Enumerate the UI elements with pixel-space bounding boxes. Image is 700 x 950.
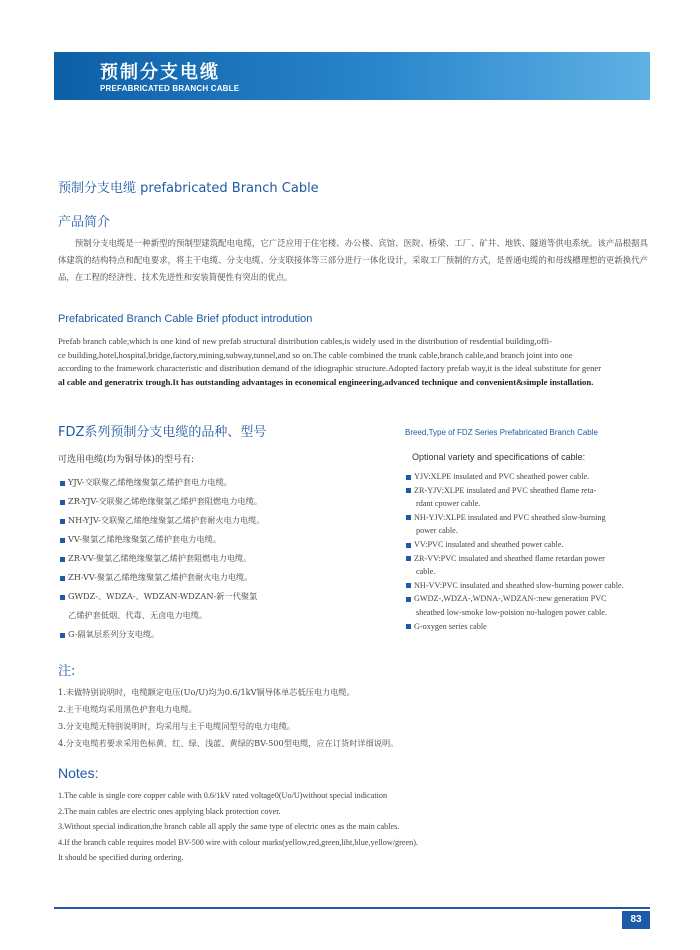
list-item-continuation: cable. — [416, 567, 436, 577]
square-bullet-icon — [406, 583, 411, 588]
square-bullet-icon — [406, 543, 411, 548]
header-subtitle: PREFABRICATED BRANCH CABLE — [100, 84, 240, 93]
en-cable-list — [406, 470, 646, 633]
intro-en-line: Prefab branch cable,which is one kind of new prefab structural distribution cables,is widely used in the distribution of resdential building,offi- — [58, 336, 552, 346]
note-item: 2.The main cables are electric ones applying black protection cover. — [58, 806, 281, 816]
notes-en-heading: Notes: — [58, 765, 99, 781]
note-item: 4.If the branch cable requires model BV-500 wire with colour marks(yellow,red,green,liht,blue,yellow/green). — [58, 837, 418, 847]
list-item: ZH-VV-聚氯乙烯绝缘聚氯乙烯护套耐火电力电缆。 — [60, 568, 360, 587]
intro-en-bold-line: al cable and generatrix trough.It has outstanding advantages in economical engineering,advanced technique and convenient&simple installation. — [58, 376, 594, 387]
list-item: YJV-交联聚乙烯绝缘聚氯乙烯护套电力电缆。 — [60, 473, 360, 492]
page-number: 83 — [622, 911, 650, 929]
intro-en-line: according to the framework characteristic and distribution demand of the idiographic structure.Adopted factory prefab way,it is the ideal substitute for gener — [58, 363, 602, 373]
note-item: 4.分支电缆若要求采用色标黄、红、绿、浅蓝、黄绿的BV-500型电缆，应在订货时详细说明。 — [58, 738, 399, 748]
list-item: GWDZ-,WDZA-,WDNA-,WDZAN-:new generation PVC — [406, 592, 646, 606]
note-item: 1.未做特别说明时，电缆额定电压(Uo/U)均为0.6/1kV铜导体单芯低压电力电缆。 — [58, 687, 355, 697]
list-item: VV-聚氯乙烯绝缘聚氯乙烯护套电力电缆。 — [60, 530, 360, 549]
list-item: ZR-YJV-交联聚乙烯绝缘聚氯乙烯护套阻燃电力电缆。 — [60, 492, 360, 511]
note-item: It should be specified during ordering. — [58, 853, 184, 863]
header-title: 预制分支电缆 — [100, 62, 220, 83]
list-item: ZR-VV:PVC insulated and sheathed flame retardan power — [406, 552, 646, 566]
list-item-continuation: sheathed low-smoke low-poision no-halogen power cable. — [416, 607, 607, 617]
note-item: 3.Without special indication,the branch cable all apply the same type of electric ones as the main cables. — [58, 822, 400, 832]
fdz-heading: FDZ系列预制分支电缆的品种、型号 — [58, 425, 267, 440]
header-banner — [54, 52, 650, 100]
en-list-title: Optional variety and specifications of cable: — [412, 452, 586, 462]
list-item: NH-YJV-交联聚乙烯绝缘聚氯乙烯护套耐火电力电缆。 — [60, 511, 360, 530]
square-bullet-icon — [60, 557, 65, 562]
square-bullet-icon — [60, 500, 65, 505]
notes-cn-list — [58, 684, 648, 752]
notes-cn-heading: 注: — [58, 664, 76, 679]
section-title: 预制分支电缆 prefabricated Branch Cable — [58, 181, 319, 196]
square-bullet-icon — [60, 519, 65, 524]
cn-list-title: 可选用电缆(均为铜导体)的型号有: — [58, 455, 195, 465]
list-item: NH-YJV:XLPE insulated and PVC sheathed slow-burning — [406, 511, 646, 525]
note-item: 3.分支电缆无特别说明时，均采用与主干电缆同型号的电力电缆。 — [58, 721, 296, 731]
list-item: YJV:XLPE insulated and PVC sheathed power cable. — [406, 470, 646, 484]
intro-heading: 产品简介 — [58, 215, 111, 230]
intro-paragraph: 预制分支电缆是一种新型的预制型建筑配电电缆，它广泛应用于住宅楼、办公楼、宾馆、医院、桥梁、工厂、矿井、地铁、隧道等供电系统。该产品根据具体建筑的结构特点和配电要求，将主干电缆、分支电缆、分支联接体等三部分进行一体化设计，采取工厂预制的方式，是普通电缆的和母线槽理想的更新换代产品，在工程的经济性、技术先进性和安装简便性有突出的优点。 — [58, 238, 648, 282]
list-item: G-oxygen series cable — [406, 620, 646, 634]
list-item-continuation: rdant cpower cable. — [416, 499, 481, 509]
square-bullet-icon — [406, 475, 411, 480]
list-item-continuation: 乙烯护套低烟、代毒、无卤电力电缆。 — [68, 610, 208, 620]
note-item: 1.The cable is single core copper cable with 0.6/1kV rated voltage0(Uo/U)without special indication — [58, 791, 388, 800]
square-bullet-icon — [406, 597, 411, 602]
square-bullet-icon — [406, 515, 411, 520]
square-bullet-icon — [60, 576, 65, 581]
list-item: NH-VV:PVC insulated and sheathed slow-burning power cable. — [406, 579, 646, 593]
intro-en-line: ce building,hotel,hospital,bridge,factory,mining,subway,tunnel,and so on.The cable combined the trunk cable,branch cable,and branch joint into one — [58, 349, 573, 360]
square-bullet-icon — [60, 538, 65, 543]
intro-en-heading: Prefabricated Branch Cable Brief pfoduct introdution — [58, 313, 313, 325]
list-item: ZR-VV-聚氯乙烯绝缘聚氯乙烯护套阻燃电力电缆。 — [60, 549, 360, 568]
note-item: 2.主干电缆均采用黑色护套电力电缆。 — [58, 704, 197, 714]
intro-en-paragraph — [58, 335, 650, 389]
square-bullet-icon — [60, 633, 65, 638]
list-item: GWDZ-、WDZA-、WDZAN-WDZAN-新一代聚氯 — [60, 587, 360, 606]
fdz-heading-en: Breed,Type of FDZ Series Prefabricated Branch Cable — [405, 428, 598, 437]
footer-divider — [54, 907, 650, 909]
list-item: ZR-YJV:XLPE insulated and PVC sheathed flame reta- — [406, 484, 646, 498]
square-bullet-icon — [406, 556, 411, 561]
square-bullet-icon — [60, 481, 65, 486]
square-bullet-icon — [60, 595, 65, 600]
list-item: G-隔氧层系列分支电缆。 — [60, 625, 360, 644]
cn-cable-list — [60, 473, 360, 644]
list-item: VV:PVC insulated and sheathed power cable. — [406, 538, 646, 552]
square-bullet-icon — [406, 624, 411, 629]
list-item-continuation: power cable. — [416, 526, 458, 536]
notes-en-list — [58, 788, 648, 866]
square-bullet-icon — [406, 488, 411, 493]
